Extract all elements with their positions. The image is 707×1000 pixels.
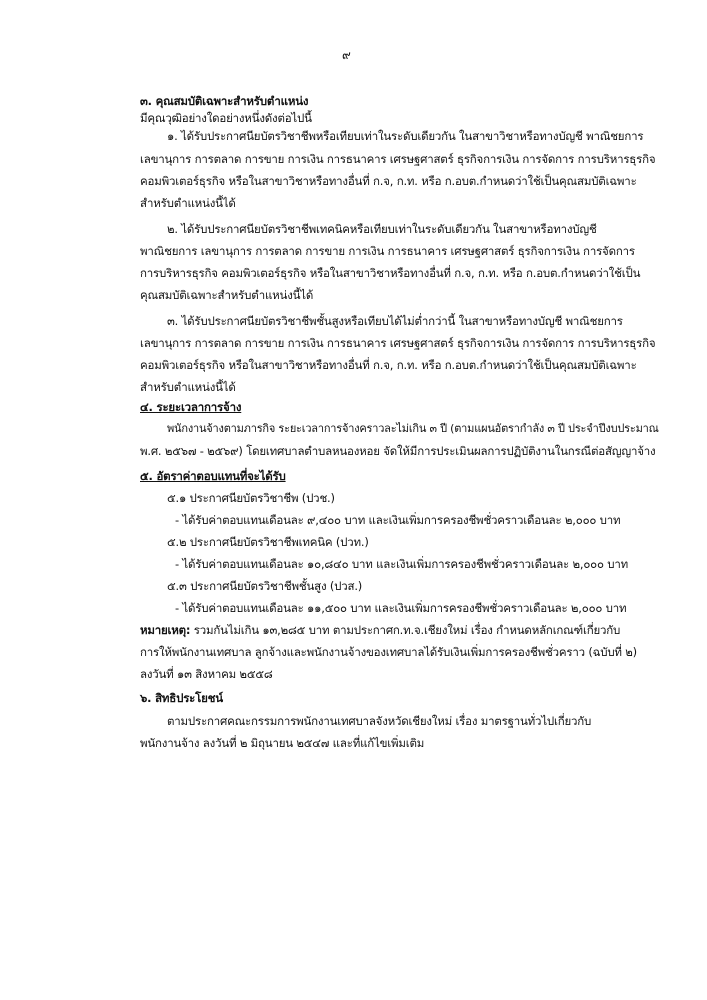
qualification-2-line-3: การบริหารธุรกิจ คอมพิวเตอร์ธุรกิจ หรือในสาขาวิชาหรือทางอื่นที่ ก.จ, ก.ท. หรือ ก.อบต.กำหนดว่าใช้เป็น [140,266,641,280]
pay-level-2-detail: - ได้รับค่าตอบแทนเดือนละ ๑๐,๘๔๐ บาท และเงินเพิ่มการครองชีพชั่วคราวเดือนละ ๒,๐๐๐ บาท [175,557,628,571]
pay-level-1-detail: - ได้รับค่าตอบแทนเดือนละ ๙,๔๐๐ บาท และเงินเพิ่มการครองชีพชั่วคราวเดือนละ ๒,๐๐๐ บาท [175,513,621,527]
section-3-intro: มีคุณวุฒิอย่างใดอย่างหนึ่งดังต่อไปนี้ [140,111,312,125]
qualification-3-line-2: เลขานุการ การตลาด การขาย การเงิน การธนาคาร เศรษฐศาสตร์ ธุรกิจการเงิน การจัดการ การบริหารธุรกิจ [140,336,656,350]
qualification-2-line-2: พาณิชยการ เลขานุการ การตลาด การขาย การเงิน การธนาคาร เศรษฐศาสตร์ ธุรกิจการเงิน การจัดการ [140,244,635,258]
qualification-1-line-2: เลขานุการ การตลาด การขาย การเงิน การธนาคาร เศรษฐศาสตร์ ธุรกิจการเงิน การจัดการ การบริหารธุรกิจ [140,152,656,166]
remark-label: หมายเหตุ: [140,623,191,637]
qualification-2-line-4: คุณสมบัติเฉพาะสำหรับตำแหน่งนี้ได้ [140,288,314,302]
remark-line-2: การให้พนักงานเทศบาล ลูกจ้างและพนักงานจ้างของเทศบาลได้รับเงินเพิ่มการครองชีพชั่วคราว (ฉบับที่ ๒) [140,645,637,659]
benefits-line-1: ตามประกาศคณะกรรมการพนักงานเทศบาลจังหวัดเชียงใหม่ เรื่อง มาตรฐานทั่วไปเกี่ยวกับ [167,714,592,728]
pay-level-3-detail: - ได้รับค่าตอบแทนเดือนละ ๑๑,๕๐๐ บาท และเงินเพิ่มการครองชีพชั่วคราวเดือนละ ๒,๐๐๐ บาท [175,601,627,615]
qualification-3-line-3: คอมพิวเตอร์ธุรกิจ หรือในสาขาวิชาหรือทางอื่นที่ ก.จ, ก.ท. หรือ ก.อบต.กำหนดว่าใช้เป็นคุณสมบัติเฉพาะ [140,358,637,372]
qualification-2-line-1: ๒. ได้รับประกาศนียบัตรวิชาชีพเทคนิคหรือเทียบเท่าในระดับเดียวกัน ในสาขาหรือทางบัญชี [167,222,597,236]
section-5-heading: ๕. อัตราค่าตอบแทนที่จะได้รับ [140,469,286,483]
section-3-heading: ๓. คุณสมบัติเฉพาะสำหรับตำแหน่ง [140,94,309,108]
qualification-1-line-3: คอมพิวเตอร์ธุรกิจ หรือในสาขาวิชาหรือทางอื่นที่ ก.จ, ก.ท. หรือ ก.อบต.กำหนดว่าใช้เป็นคุณสมบัติเฉพาะ [140,174,637,188]
remark-text: รวมกันไม่เกิน ๑๓,๒๘๕ บาท ตามประกาศก.ท.จ.เชียงใหม่ เรื่อง กำหนดหลักเกณฑ์เกี่ยวกับ [190,623,621,637]
benefits-line-2: พนักงานจ้าง ลงวันที่ ๒ มิถุนายน ๒๕๔๗ และที่แก้ไขเพิ่มเติม [140,736,425,750]
employment-period-line-2: พ.ศ. ๒๕๖๗ - ๒๕๖๙) โดยเทศบาลตำบลหนองหอย จัดให้มีการประเมินผลการปฏิบัติงานในกรณีต่อสัญญาจ้าง [140,444,656,458]
employment-period-line-1: พนักงานจ้างตามภารกิจ ระยะเวลาการจ้างคราวละไม่เกิน ๓ ปี (ตามแผนอัตรากำลัง ๓ ปี ประจำปีงบประมาณ [167,422,659,435]
section-6-heading: ๖. สิทธิประโยชน์ [140,691,223,705]
section-4-heading: ๔. ระยะเวลาการจ้าง [140,400,242,414]
qualification-1-line-4: สำหรับตำแหน่งนี้ได้ [140,196,236,210]
page-number: ๙ [342,48,351,62]
pay-level-1-label: ๕.๑ ประกาศนียบัตรวิชาชีพ (ปวช.) [167,491,335,505]
remark-line-3: ลงวันที่ ๑๓ สิงหาคม ๒๕๕๘ [140,667,273,681]
pay-level-2-label: ๕.๒ ประกาศนียบัตรวิชาชีพเทคนิค (ปวท.) [167,535,369,549]
qualification-1-line-1: ๑. ได้รับประกาศนียบัตรวิชาชีพหรือเทียบเท่าในระดับเดียวกัน ในสาขาวิชาหรือทางบัญชี พาณิชยการ [167,129,644,143]
qualification-3-line-1: ๓. ได้รับประกาศนียบัตรวิชาชีพชั้นสูงหรือเทียบได้ไม่ต่ำกว่านี้ ในสาขาหรือทางบัญชี พาณิชยการ [167,314,623,328]
pay-level-3-label: ๕.๓ ประกาศนียบัตรวิชาชีพชั้นสูง (ปวส.) [167,579,363,593]
remark-line-1 [140,622,620,638]
qualification-3-line-4: สำหรับตำแหน่งนี้ได้ [140,380,236,394]
